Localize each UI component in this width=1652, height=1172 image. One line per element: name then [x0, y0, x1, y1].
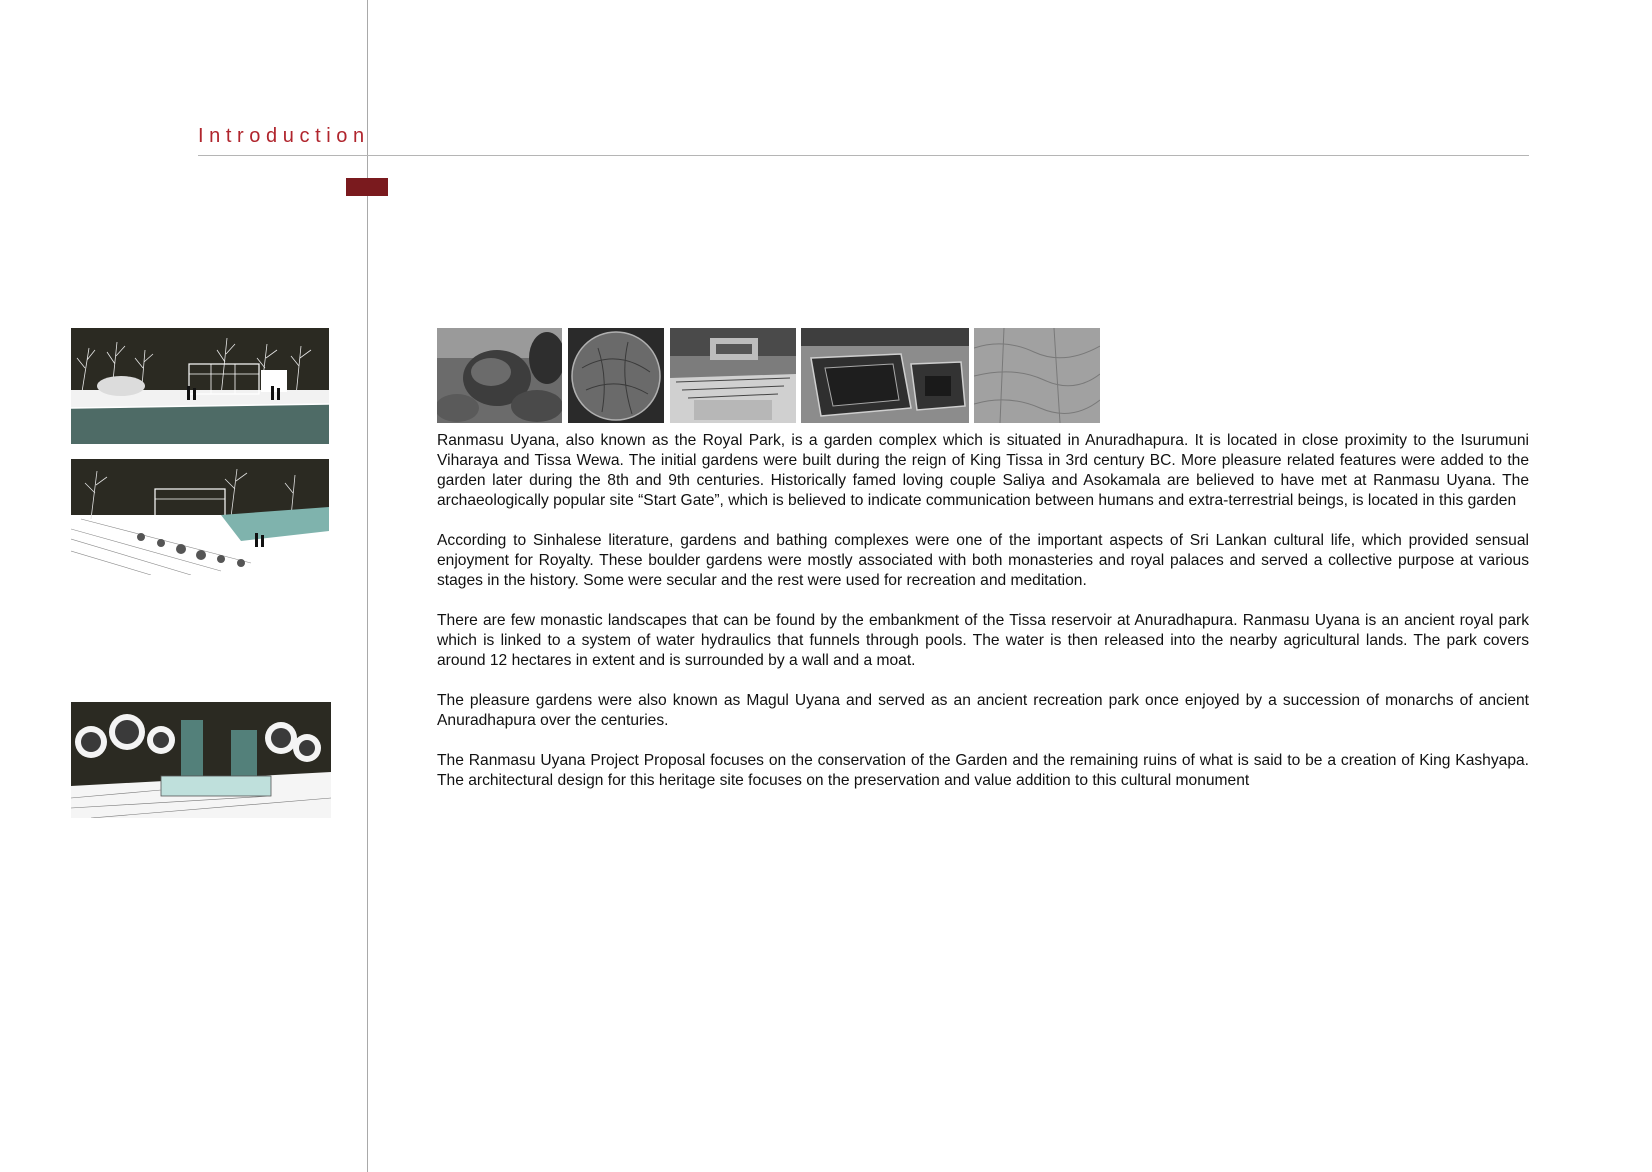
photo-stepped-pond	[670, 328, 796, 423]
paragraph-4: The pleasure gardens were also known as Magul Uyana and served as an ancient recreation park once enjoyed by a succession of monarchs of ancient Anuradhapura over the centuries.	[437, 692, 1529, 729]
paragraph-3: There are few monastic landscapes that can be found by the embankment of the Tissa reservoir at Anuradhapura. Ranmasu Uyana is an ancient royal park which is linked to a system of water hydraulics that funnels through pools. The water is then released into the nearby agricultural lands. The park covers around 12 hectares in extent and is surrounded by a wall and a moat.	[437, 612, 1529, 669]
title-rule	[198, 155, 1529, 156]
vertical-divider	[367, 0, 368, 1172]
page-title: Introduction	[198, 125, 370, 147]
render-poolside-pavilion	[71, 328, 329, 444]
paragraph-1: Ranmasu Uyana, also known as the Royal Park, is a garden complex which is situated in Anuradhapura. It is located in close proximity to the Isurumuni Viharaya and Tissa Wewa. The initial gardens were built during the reign of King Tissa in 3rd century BC. More pleasure related features were added to the garden later during the 8th and 9th centuries. Historically famed loving couple Saliya and Asokamala are believed to have met at Ranmasu Uyana. The archaeologically popular site “Start Gate”, which is believed to indicate communication between humans and extra-terrestrial beings, is located in this garden	[437, 432, 1529, 509]
accent-block	[346, 178, 388, 196]
render-courtyard-trees	[71, 702, 331, 818]
render-perspective-water-court	[71, 459, 329, 575]
paragraph-5: The Ranmasu Uyana Project Proposal focuses on the conservation of the Garden and the remaining ruins of what is said to be a creation of King Kashyapa. The architectural design for this heritage site focuses on the preservation and value addition to this cultural monument	[437, 752, 1529, 789]
intro-text	[437, 431, 1529, 811]
photo-boulder	[437, 328, 562, 423]
photo-rock-surface	[974, 328, 1100, 423]
photo-bathing-pools	[801, 328, 969, 423]
paragraph-2: According to Sinhalese literature, gardens and bathing complexes were one of the important aspects of Sri Lankan cultural life, which provided sensual enjoyment for Royalty. These boulder gardens were mostly associated with both monasteries and royal palaces and served a collective purpose at various stages in the history. Some were secular and the rest were used for recreation and meditation.	[437, 532, 1529, 589]
photo-rock-carving	[568, 328, 664, 423]
